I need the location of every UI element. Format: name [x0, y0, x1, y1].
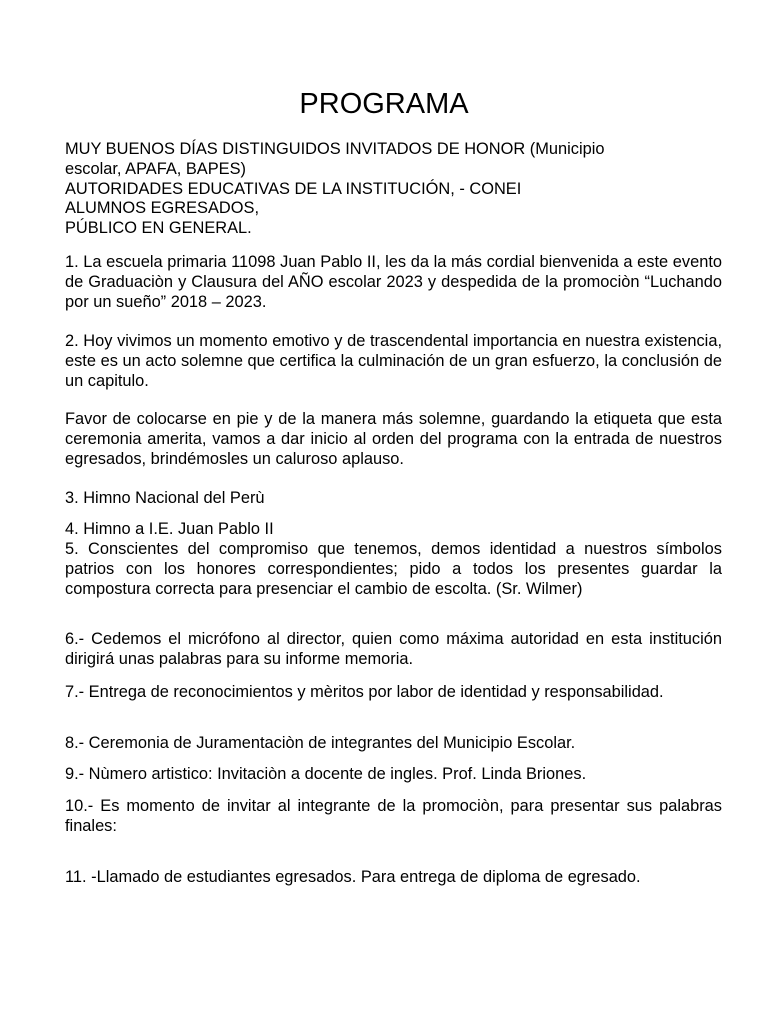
paragraph-2: 2. Hoy vivimos un momento emotivo y de trascendental importancia en nuestra existencia, este es un acto solemne que certifica la culminación de un gran esfuerzo, la conclusión de un capitulo. [65, 332, 722, 390]
paragraph-6: 6.- Cedemos el micrófono al director, quien como máxima autoridad en esta institución dirigirá unas palabras para su informe memoria. [65, 630, 722, 668]
paragraph-7: 7.- Entrega de reconocimientos y mèritos por labor de identidad y responsabilidad. [65, 683, 664, 701]
paragraph-5: 5. Conscientes del compromiso que tenemos, demos identidad a nuestros símbolos patrios con los honores correspondientes; pido a todos los presentes guardar la compostura correcta para presenciar el cambio de escolta. (Sr. Wilmer) [65, 540, 722, 598]
paragraph-4: 4. Himno a I.E. Juan Pablo II [65, 520, 274, 538]
greeting-line: MUY BUENOS DÍAS DISTINGUIDOS INVITADOS DE HONOR (Municipio [65, 140, 605, 158]
greeting-line: ALUMNOS EGRESADOS, [65, 199, 259, 218]
paragraph-favor: Favor de colocarse en pie y de la manera más solemne, guardando la etiqueta que esta ceremonia amerita, vamos a dar inicio al orden del programa con la entrada de nuestros egresados, brindémosles un caluroso aplauso. [65, 410, 722, 468]
greeting-line: AUTORIDADES EDUCATIVAS DE LA INSTITUCIÓN, - CONEI [65, 179, 522, 198]
greeting-line: escolar, APAFA, BAPES) [65, 159, 246, 178]
greeting-line: PÚBLICO EN GENERAL. [65, 219, 252, 238]
paragraph-1: 1. La escuela primaria 11098 Juan Pablo II, les da la más cordial bienvenida a este evento de Graduaciòn y Clausura del AÑO escolar 2023 y despedida de la promociòn “Luchando por un sueño” 2018 – 2023. [65, 253, 722, 311]
paragraph-8: 8.- Ceremonia de Juramentaciòn de integrantes del Municipio Escolar. [65, 734, 576, 752]
document-title: PROGRAMA [299, 88, 469, 120]
paragraph-11 [65, 868, 722, 888]
paragraph-9: 9.- Nùmero artistico: Invitaciòn a docente de ingles. Prof. Linda Briones. [65, 765, 587, 783]
paragraph-11-number: 11. - [65, 868, 97, 886]
paragraph-3: 3. Himno Nacional del Perù [65, 489, 265, 507]
paragraph-10: 10.- Es momento de invitar al integrante de la promociòn, para presentar sus palabras finales: [65, 797, 722, 835]
paragraph-11-text: Llamado de estudiantes egresados. Para entrega de diploma de egresado. [96, 868, 641, 886]
greeting-block [65, 140, 722, 239]
